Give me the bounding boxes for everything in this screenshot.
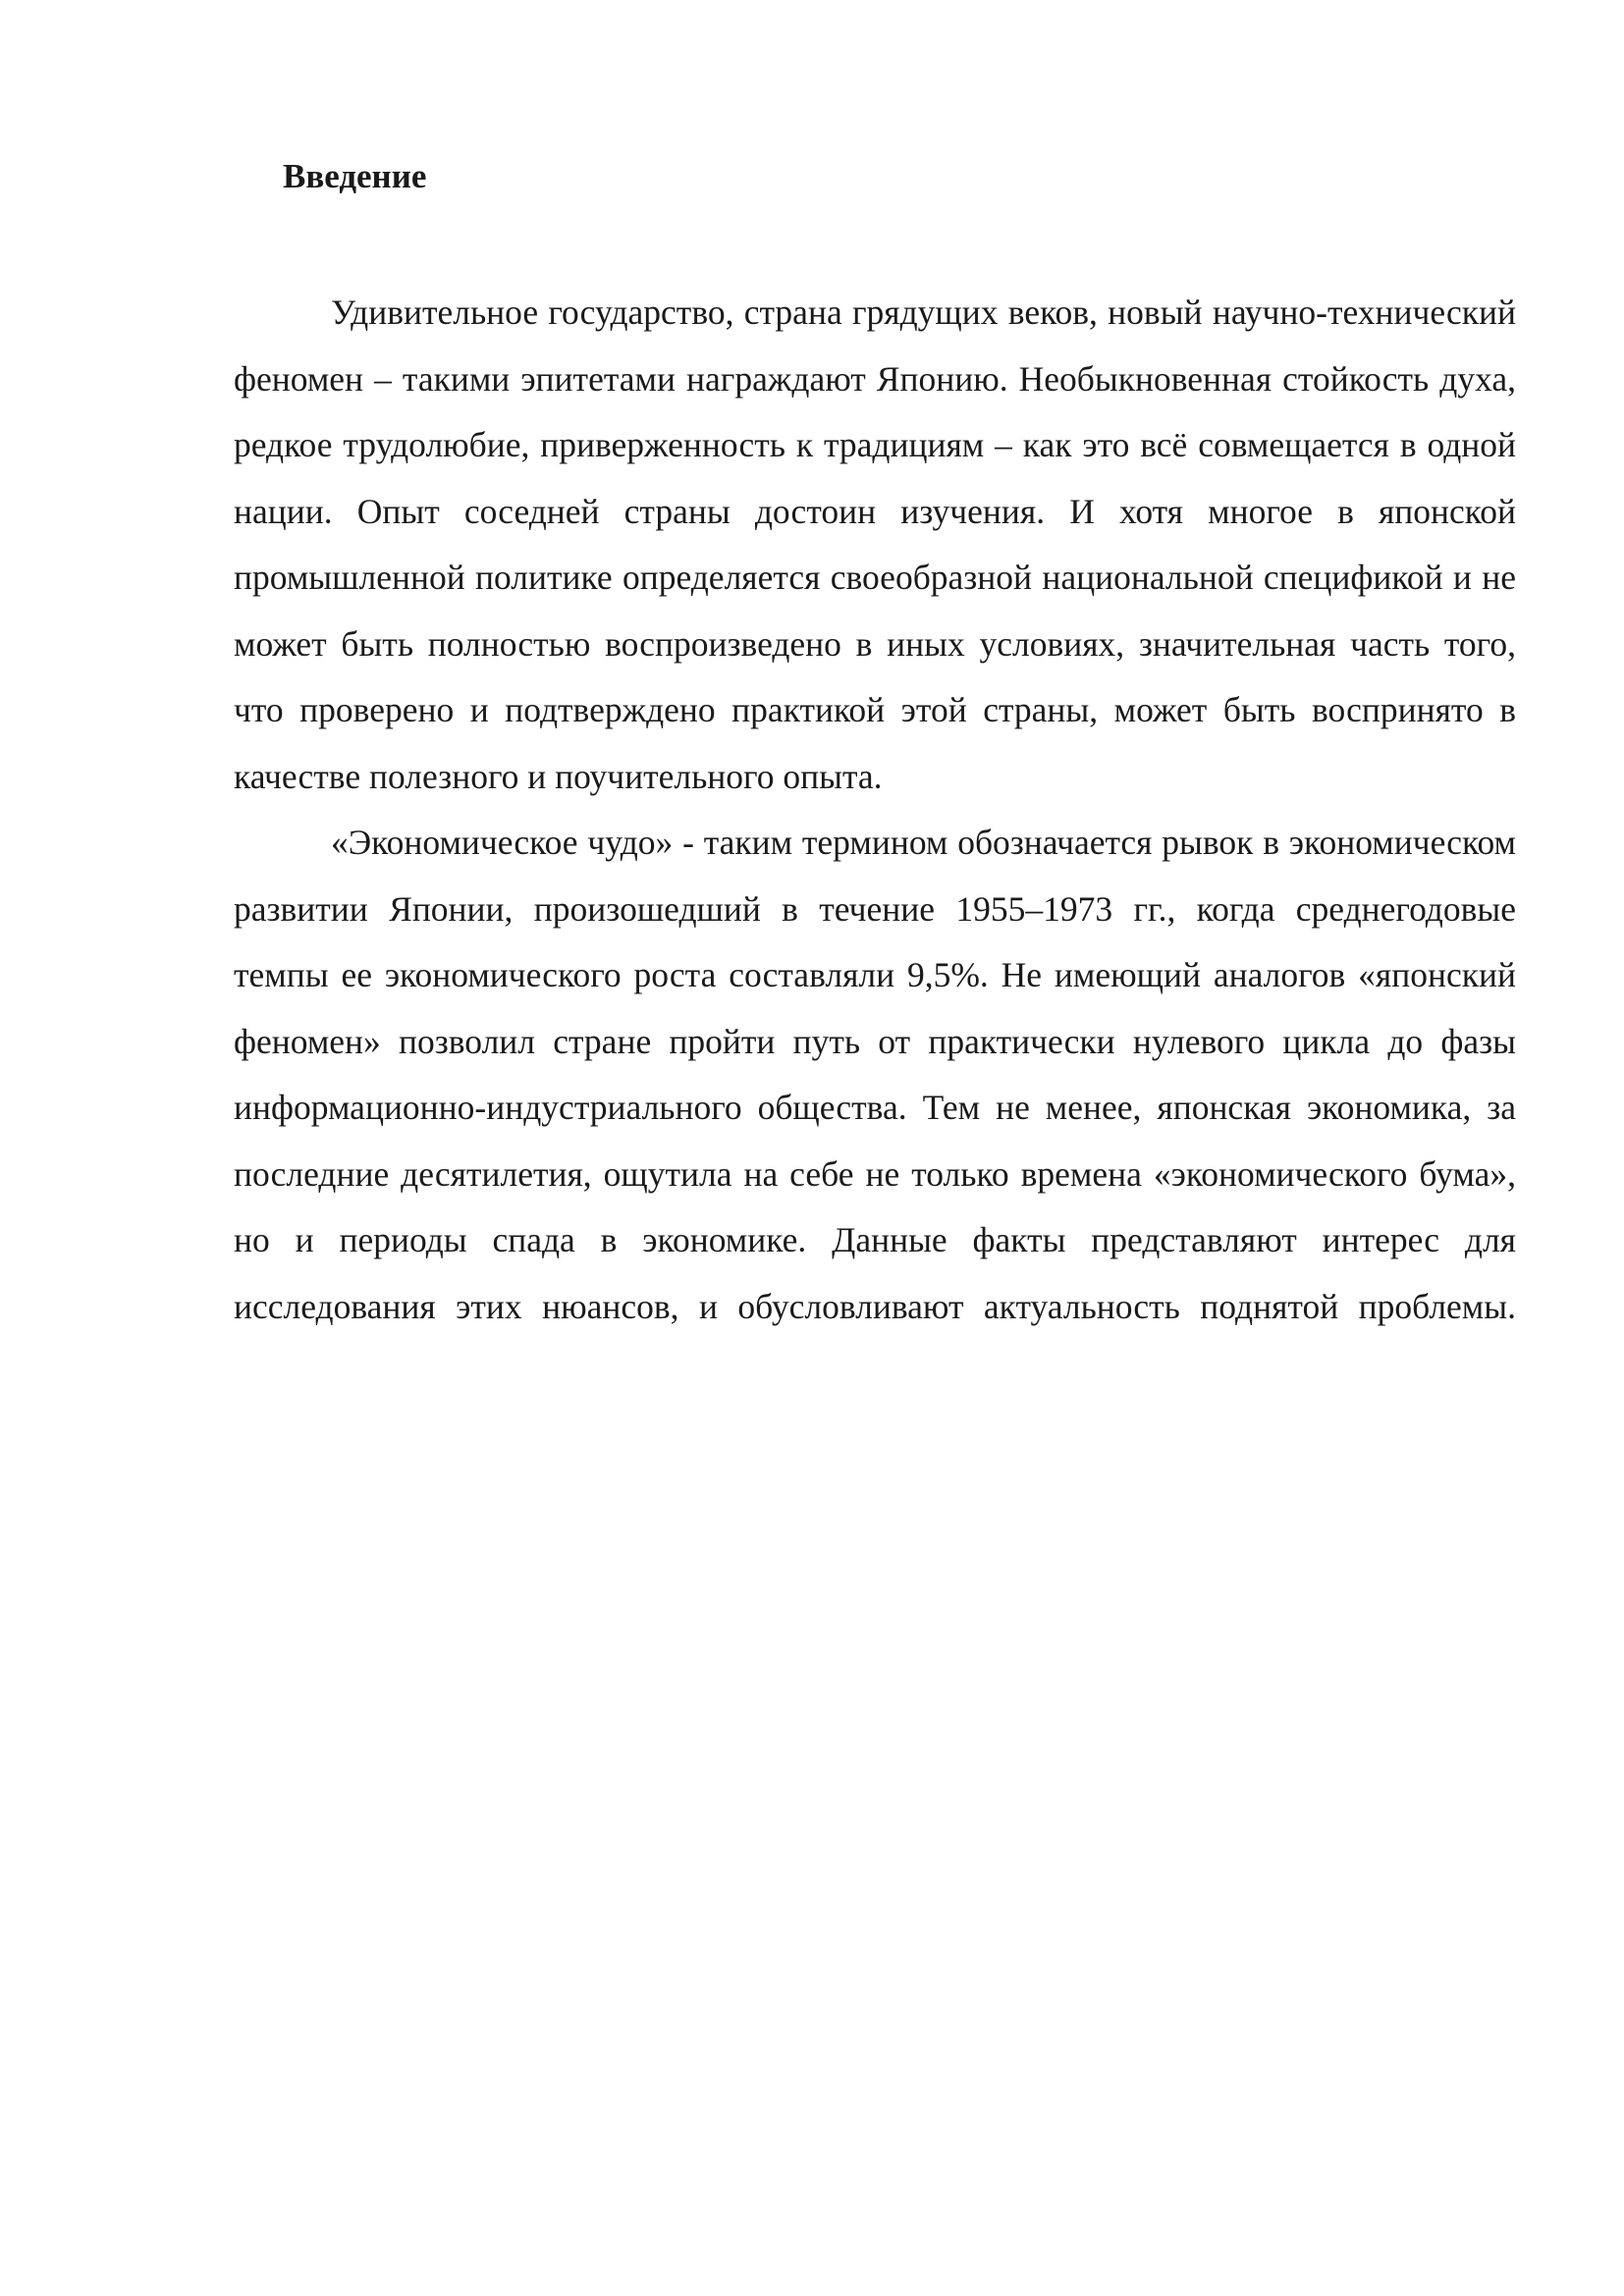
section-heading: Введение xyxy=(283,157,427,195)
paragraph-2: «Экономическое чудо» - таким термином обозначается рывок в экономическом развитии Японии, произошедший в течение 1955–1973 гг., когда среднегодовые темпы ее экономического роста составляли 9,5%. Не имеющий аналогов «японский феномен» позволил стране пройти путь от практически нулевого цикла до фазы информационно-индустриального общества. Тем не менее, японская экономика, за последние десятилетия, ощутила на себе не только времена «экономического бума», но и периоды спада в экономике. Данные факты представляют интерес для исследования этих нюансов, и обусловливают актуальность поднятой проблемы. xyxy=(234,823,1516,1326)
body-text xyxy=(234,280,1516,1340)
paragraph-1: Удивительное государство, страна грядущих веков, новый научно-технический феномен – такими эпитетами награждают Японию. Необыкновенная стойкость духа, редкое трудолюбие, приверженность к традициям – как это всё совмещается в одной нации. Опыт соседней страны достоин изучения. И хотя многое в японской промышленной политике определяется своеобразной национальной спецификой и не может быть полностью воспроизведено в иных условиях, значительная часть того, что проверено и подтверждено практикой этой страны, может быть воспринято в качестве полезного и поучительного опыта. xyxy=(234,293,1516,796)
